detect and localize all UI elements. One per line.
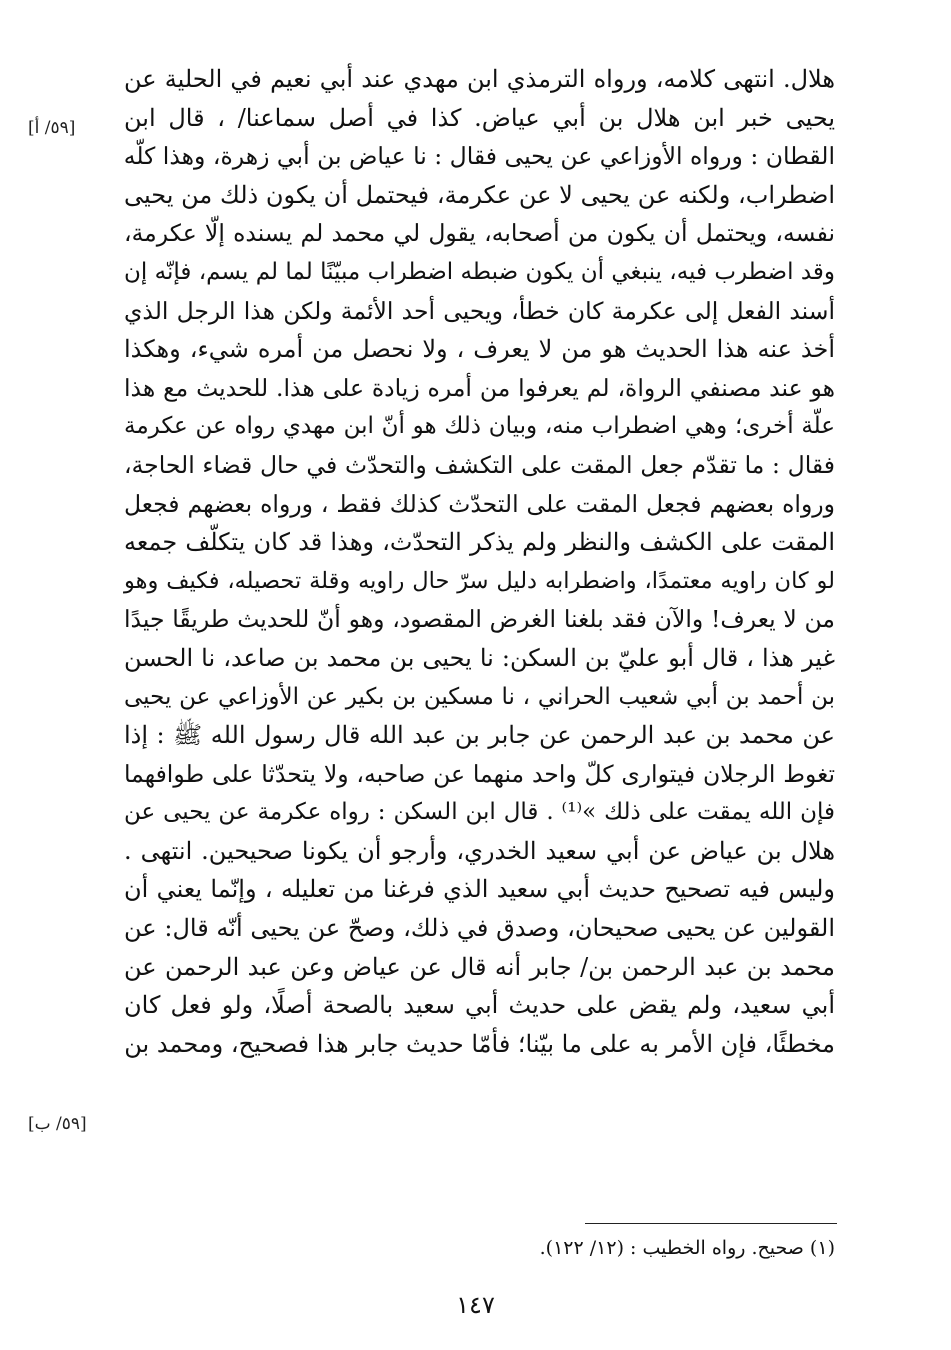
text-line: وقد اضطرب فيه، ينبغي أن يكون ضبطه اضطراب مبيّنًا لما لم يسم، فإنّه إن [124, 258, 835, 285]
text-line: اضطراب، ولكنه عن يحيى لا عن عكرمة، فيحتمل أن يكون ذلك من يحيى [124, 180, 835, 209]
text-line: يحيى خبر ابن هلال بن أبي عياض. كذا في أصل سماعنا/ ، قال ابن [124, 103, 835, 132]
text-line: هلال بن عياض عن أبي سعيد الخدري، وأرجو أن يكونا صحيحين. انتهى . [124, 836, 835, 865]
text-line: وليس فيه تصحيح حديث أبي سعيد الذي فرغنا من تعليله ، وإنّما يعني أن [124, 875, 835, 904]
page-number: ١٤٧ [456, 1291, 495, 1319]
text-line: مخطئًا، فإن الأمر به على ما بيّنا؛ فأمّا حديث جابر هذا فصحيح، ومحمد بن [124, 1029, 835, 1058]
text-line: أخذ عنه هذا الحديث هو من لا يعرف ، ولا نحصل من أمره شيء، وهكذا [124, 335, 835, 364]
main-text [124, 60, 835, 1063]
text-line: محمد بن عبد الرحمن بن/ جابر أنه قال عن عياض وعن عبد الرحمن عن [124, 952, 835, 981]
text-line: أبي سعيد، ولم يقض على حديث أبي سعيد بالصحة أصلًا، ولو فعل كان [124, 991, 835, 1020]
text-line: ورواه بعضهم فجعل المقت على التحدّث كذلك فقط ، ورواه بعضهم فجعل [124, 489, 835, 518]
text-line: نفسه، ويحتمل أن يكون من أصحابه، يقول لي محمد لم يسنده إلّا عكرمة، [124, 219, 835, 248]
text-line: القولين عن يحيى صحيحان، وصدق في ذلك، وصحّ عن يحيى أنّه قال: عن [124, 914, 835, 943]
text-line: فإن الله يمقت على ذلك »⁽¹⁾ . قال ابن السكن : رواه عكرمة عن يحيى عن [124, 799, 836, 826]
text-line: من لا يعرف! والآن فقد بلغنا الغرض المقصود، وهو أنّ للحديث طريقًا جيدًا [124, 605, 835, 634]
footnote: (١) صحيح. رواه الخطيب : (١٢/ ١٢٢). [539, 1237, 835, 1259]
text-line: تغوط الرجلان فيتوارى كلّ واحد منهما عن صاحبه، ولا يتحدّثا على طوافهما [124, 759, 835, 788]
text-line: غير هذا ، قال أبو عليّ بن السكن: نا يحيى بن محمد بن صاعد، نا الحسن [124, 643, 836, 672]
margin-note-folio-59a: [٥٩/ أ] [28, 118, 76, 138]
text-line: المقت على الكشف والنظر ولم يذكر التحدّث، وهذا قد كان يتكلّف جمعه [124, 528, 835, 557]
text-line: عن محمد بن عبد الرحمن عن جابر بن عبد الله قال رسول الله ﷺ : إذا [124, 721, 835, 750]
footnote-divider [585, 1223, 837, 1224]
margin-note-folio-59b: [٥٩/ ب] [28, 1114, 87, 1134]
text-line: بن أحمد بن أبي شعيب الحراني ، نا مسكين بن بكير عن الأوزاعي عن يحيى [124, 683, 835, 710]
text-line: علّة أخرى؛ وهي اضطراب منه، وبيان ذلك هو أنّ ابن مهدي رواه عن عكرمة [124, 413, 835, 440]
text-line: فقال : ما تقدّم جعل المقت على التكشف والتحدّث في حال قضاء الحاجة، [124, 450, 835, 479]
text-line: هلال. انتهى كلامه، ورواه الترمذي ابن مهدي عند أبي نعيم في الحلية عن [124, 65, 835, 93]
text-line: القطان : ورواه الأوزاعي عن يحيى فقال : نا عياض بن أبي زهرة، وهذا كلّه [123, 142, 835, 171]
text-line: لو كان راويه معتمدًا، واضطرابه دليل سرّ حال راويه وقلة تحصيله، فكيف وهو [124, 567, 835, 594]
text-line: هو عند مصنفي الرواة، لم يعرفوا من أمره زيادة على هذا. للحديث مع هذا [124, 373, 835, 402]
text-line: أسند الفعل إلى عكرمة كان خطأ، ويحيى أحد الأئمة ولكن هذا الرجل الذي [124, 296, 835, 325]
